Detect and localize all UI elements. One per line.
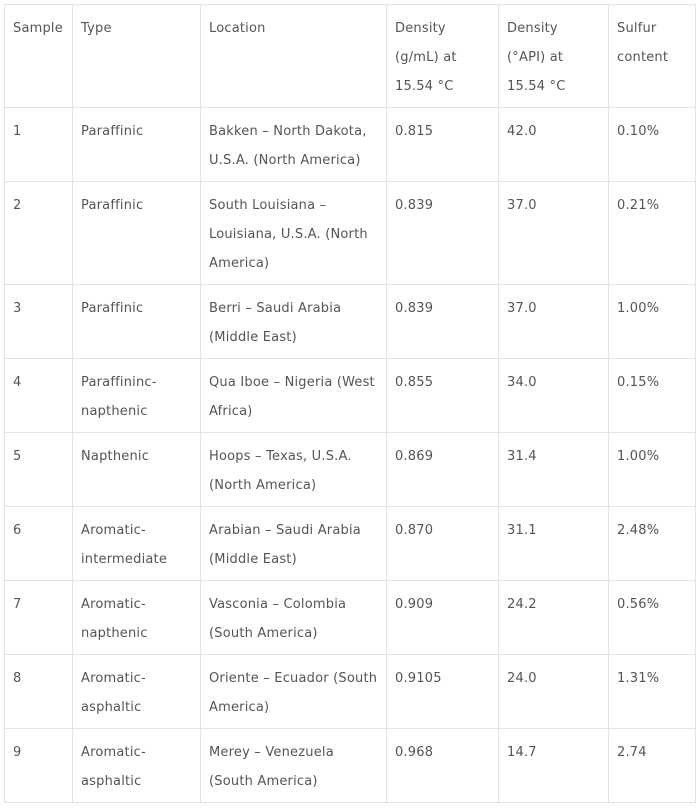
- cell-sample: 6: [5, 507, 73, 581]
- cell-density-gml: 0.839: [387, 182, 499, 285]
- cell-density-api: 14.7: [499, 729, 609, 803]
- cell-density-api: 31.1: [499, 507, 609, 581]
- header-row: [5, 5, 696, 108]
- header-location: Location: [201, 5, 387, 108]
- cell-sulfur: 1.00%: [609, 433, 696, 507]
- crude-oil-samples-table: [4, 4, 696, 803]
- cell-sulfur: 0.56%: [609, 581, 696, 655]
- cell-type: Aromatic-napthenic: [73, 581, 201, 655]
- table-row: [5, 507, 696, 581]
- cell-type: Paraffinic: [73, 108, 201, 182]
- header-density-gml: Density (g/mL) at 15.54 °C: [387, 5, 499, 108]
- cell-density-gml: 0.968: [387, 729, 499, 803]
- cell-location: Qua Iboe – Nigeria (West Africa): [201, 359, 387, 433]
- cell-type: Paraffininc-napthenic: [73, 359, 201, 433]
- cell-type: Paraffinic: [73, 182, 201, 285]
- cell-density-gml: 0.855: [387, 359, 499, 433]
- table-row: [5, 182, 696, 285]
- table-row: [5, 655, 696, 729]
- cell-density-api: 24.2: [499, 581, 609, 655]
- header-sulfur-content: Sulfur content: [609, 5, 696, 108]
- table-row: [5, 359, 696, 433]
- cell-location: South Louisiana – Louisiana, U.S.A. (North America): [201, 182, 387, 285]
- table-row: [5, 581, 696, 655]
- cell-density-gml: 0.839: [387, 285, 499, 359]
- cell-density-gml: 0.909: [387, 581, 499, 655]
- header-sample: Sample: [5, 5, 73, 108]
- cell-sample: 1: [5, 108, 73, 182]
- cell-sulfur: 0.15%: [609, 359, 696, 433]
- cell-density-api: 37.0: [499, 285, 609, 359]
- cell-sulfur: 0.21%: [609, 182, 696, 285]
- cell-type: Aromatic-intermediate: [73, 507, 201, 581]
- cell-sample: 4: [5, 359, 73, 433]
- cell-sulfur: 2.74: [609, 729, 696, 803]
- cell-sample: 9: [5, 729, 73, 803]
- cell-sample: 5: [5, 433, 73, 507]
- cell-density-api: 37.0: [499, 182, 609, 285]
- table-row: [5, 433, 696, 507]
- cell-location: Oriente – Ecuador (South America): [201, 655, 387, 729]
- cell-density-gml: 0.9105: [387, 655, 499, 729]
- cell-type: Napthenic: [73, 433, 201, 507]
- cell-density-gml: 0.869: [387, 433, 499, 507]
- cell-location: Berri – Saudi Arabia (Middle East): [201, 285, 387, 359]
- table-row: [5, 285, 696, 359]
- table-row: [5, 108, 696, 182]
- table-row: [5, 729, 696, 803]
- cell-location: Vasconia – Colombia (South America): [201, 581, 387, 655]
- header-density-api: Density (°API) at 15.54 °C: [499, 5, 609, 108]
- table-header: [5, 5, 696, 108]
- cell-type: Aromatic-asphaltic: [73, 655, 201, 729]
- cell-sulfur: 1.00%: [609, 285, 696, 359]
- cell-location: Arabian – Saudi Arabia (Middle East): [201, 507, 387, 581]
- cell-density-api: 31.4: [499, 433, 609, 507]
- cell-density-api: 42.0: [499, 108, 609, 182]
- header-type: Type: [73, 5, 201, 108]
- cell-sample: 7: [5, 581, 73, 655]
- crude-oil-table-container: [4, 4, 695, 803]
- cell-sulfur: 0.10%: [609, 108, 696, 182]
- table-body: [5, 108, 696, 803]
- cell-density-gml: 0.870: [387, 507, 499, 581]
- cell-sample: 3: [5, 285, 73, 359]
- cell-sulfur: 1.31%: [609, 655, 696, 729]
- cell-density-gml: 0.815: [387, 108, 499, 182]
- cell-sample: 8: [5, 655, 73, 729]
- cell-density-api: 24.0: [499, 655, 609, 729]
- cell-type: Paraffinic: [73, 285, 201, 359]
- cell-sulfur: 2.48%: [609, 507, 696, 581]
- cell-type: Aromatic-asphaltic: [73, 729, 201, 803]
- cell-sample: 2: [5, 182, 73, 285]
- cell-location: Merey – Venezuela (South America): [201, 729, 387, 803]
- cell-location: Hoops – Texas, U.S.A. (North America): [201, 433, 387, 507]
- cell-density-api: 34.0: [499, 359, 609, 433]
- cell-location: Bakken – North Dakota, U.S.A. (North America): [201, 108, 387, 182]
